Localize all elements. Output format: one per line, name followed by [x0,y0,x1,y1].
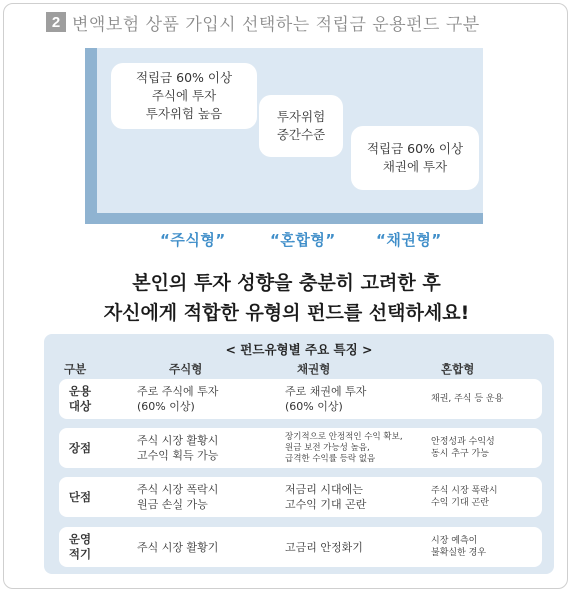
mixed-cell [431,477,541,517]
cell-line: 주식 시장 활황시 [137,434,219,447]
bond-type-label: “채권형” [376,231,442,249]
row-label [61,379,99,419]
mixed-cell [431,379,541,419]
mixed-cell [431,527,541,567]
cell-line: 시장 예측이 [431,536,478,546]
cell-line: (60% 이상) [285,400,343,413]
mixed-fund-bubble [259,95,343,157]
bond-cell [285,527,430,567]
cell-line: 채권, 주식 등 운용 [431,394,504,404]
diagram-vertical-axis [85,48,97,224]
cell-line: (60% 이상) [137,400,195,413]
stock-fund-bubble [111,63,257,129]
bubble-line: 투자위험 [276,109,326,124]
stock-cell [137,428,277,468]
table-title: < 펀드유형별 주요 특징 > [225,342,373,357]
section-header [46,10,480,34]
cell-line: 주로 주식에 투자 [137,385,219,398]
column-header-stock: 주식형 [169,362,203,376]
row-label-line: 장점 [68,440,92,455]
stock-cell [137,379,277,419]
diagram-horizontal-axis [85,213,483,224]
cell-line: 동시 추구 가능 [431,449,489,459]
bubble-line: 적립금 60% 이상 [135,70,233,85]
bubble-line: 중간수준 [276,127,326,142]
stock-type-label: “주식형” [160,231,226,249]
bond-cell [285,428,430,468]
table-row [59,527,542,567]
cell-line: 주식 시장 폭락시 [431,486,498,496]
bond-cell [285,477,430,517]
cell-line: 급격한 수익률 등락 없음 [285,453,376,464]
table-row [59,477,542,517]
cell-line: 원금 손실 가능 [137,498,208,511]
table-row [59,379,542,419]
headline-line-2: 자신에게 적합한 유형의 펀드를 선택하세요! [103,302,470,324]
cell-line: 주로 채권에 투자 [285,385,367,398]
bond-cell [285,379,430,419]
table-row [59,428,542,468]
bubble-line: 채권에 투자 [382,159,448,174]
cell-line: 고수익 획득 가능 [137,449,219,462]
row-label-line: 대상 [68,399,92,413]
row-label-line: 단점 [68,489,92,504]
cell-line: 장기적으로 안정적인 수익 확보, [285,431,403,442]
cell-line: 고수익 기대 곤란 [285,498,367,511]
row-label [61,527,99,567]
fund-features-table [44,334,554,574]
section-number-badge: 2 [46,12,66,32]
column-header-mixed: 혼합형 [441,362,475,376]
mixed-type-label: “혼합형” [270,231,336,249]
cell-line: 원금 보전 가능성 높음, [285,442,370,453]
bubble-line: 주식에 투자 [151,88,217,103]
cell-line: 불확실한 경우 [431,548,487,558]
cell-line: 수익 기대 곤란 [431,498,489,508]
column-header-category: 구분 [64,362,87,376]
stock-cell [137,477,277,517]
section-title: 변액보험 상품 가입시 선택하는 적립금 운용펀드 구분 [72,14,480,35]
mixed-cell [431,428,541,468]
cell-line: 주식 시장 활황기 [137,540,219,554]
headline-line-1: 본인의 투자 성향을 충분히 고려한 후 [132,272,441,294]
row-label-line: 운용 [68,384,92,398]
bubble-line: 적립금 60% 이상 [366,141,464,156]
row-label-line: 운영 [68,532,92,546]
bond-fund-bubble [351,126,479,190]
fund-type-diagram [85,48,483,224]
column-header-bond: 채권형 [297,362,331,376]
bubble-line: 투자위험 높음 [145,106,223,121]
cell-line: 안정성과 수익성 [431,437,495,447]
row-label-line: 적기 [68,547,92,561]
cell-line: 고금리 안정화기 [285,540,363,554]
cell-line: 주식 시장 폭락시 [137,483,219,496]
stock-cell [137,527,277,567]
row-label [61,428,99,468]
row-label [61,477,99,517]
cell-line: 저금리 시대에는 [285,483,363,496]
